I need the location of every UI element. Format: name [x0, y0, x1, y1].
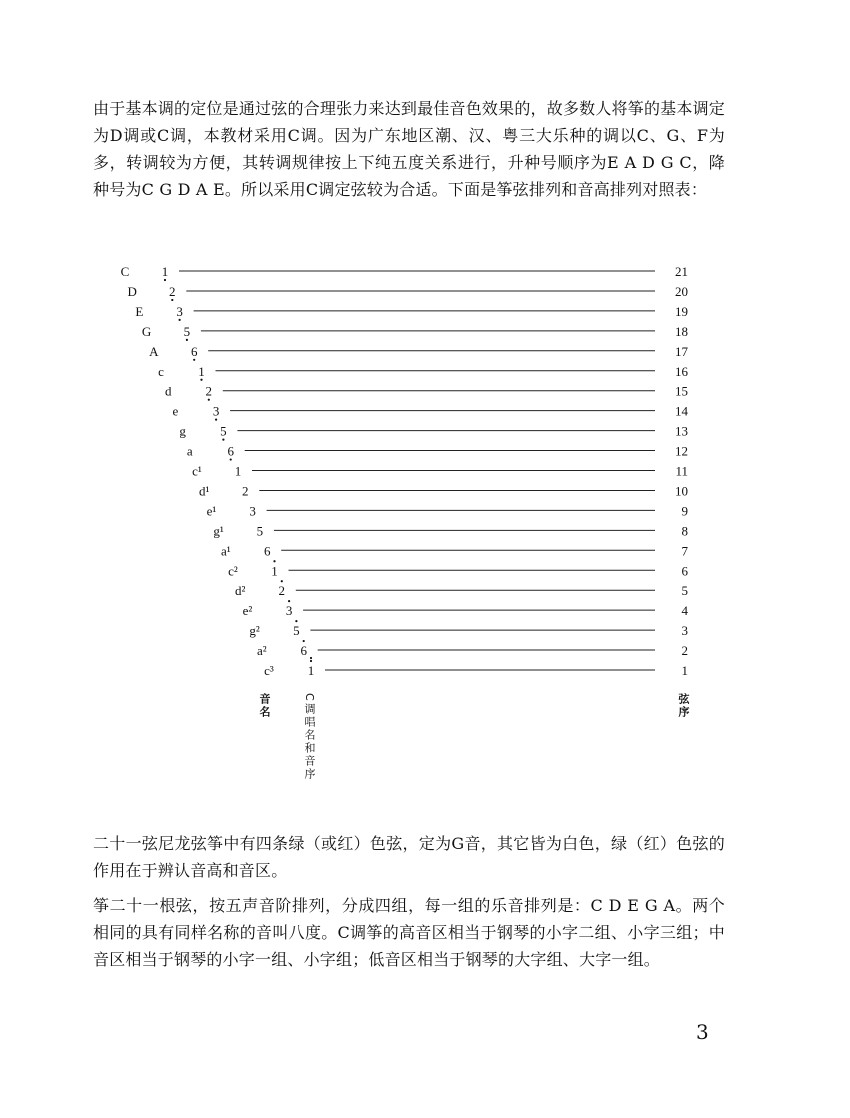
- pitch-name: d²: [234, 583, 246, 599]
- string-order-number: 16: [675, 363, 688, 379]
- pitch-name: c: [158, 363, 164, 379]
- solfa-number: 6: [190, 343, 198, 359]
- page-number: 3: [696, 1020, 709, 1044]
- string-order-number: 15: [675, 383, 688, 399]
- pitch-name: g: [179, 423, 186, 439]
- solfa-number: 1: [271, 563, 278, 579]
- string-order-number: 2: [681, 643, 688, 659]
- pitch-name: e: [172, 403, 179, 419]
- solfa-number: 3: [249, 503, 256, 519]
- solfa-number: 3: [285, 603, 293, 619]
- string-order-number: 13: [675, 423, 688, 439]
- octave-dot-above: [288, 600, 290, 602]
- string-order-number: 17: [675, 343, 688, 359]
- solfa-number: 1: [198, 363, 205, 379]
- octave-dot-below: [200, 379, 202, 381]
- octave-dot-below: [171, 299, 173, 301]
- pitch-name: D: [127, 283, 137, 299]
- pitch-name: c¹: [192, 463, 202, 479]
- solfa-number: 5: [256, 523, 264, 539]
- octave-dot-below: [186, 339, 188, 341]
- pitch-name: a²: [256, 643, 267, 659]
- string-order-number: 14: [675, 403, 688, 419]
- solfa-number: 2: [169, 283, 176, 299]
- pitch-name: c²: [228, 563, 238, 579]
- solfa-name-label: C调唱名和音序: [303, 693, 316, 781]
- scale-arrangement-paragraph: 筝二十一根弦，按五声音阶排列，分成四组，每一组的乐音排列是：C D E G A。两个相同的具有同样名称的音叫八度。C调筝的高音区相当于钢琴的小字二组、小字三组；中音区相当于钢琴的小字一组、小字组；低音区相当于钢琴的大字组、大字一组。: [93, 896, 725, 969]
- string-order-number: 6: [681, 563, 688, 579]
- string-order-label: 弦序: [677, 693, 690, 719]
- solfa-number: 3: [176, 303, 183, 319]
- octave-dot-below: [215, 419, 217, 421]
- string-order-number: 18: [675, 323, 688, 339]
- string-order-number: 4: [681, 603, 688, 619]
- solfa-number: 6: [263, 543, 271, 559]
- string-order-number: 11: [675, 463, 688, 479]
- solfa-number: 2: [242, 483, 249, 499]
- octave-dot-above: [281, 580, 283, 582]
- solfa-number: 5: [183, 323, 191, 339]
- pitch-name: E: [135, 303, 144, 319]
- solfa-number: 1: [307, 663, 315, 678]
- string-order-number: 10: [675, 483, 688, 499]
- pitch-name: d¹: [198, 483, 210, 499]
- pitch-name: e¹: [206, 503, 217, 519]
- string-order-number: 7: [681, 543, 688, 559]
- solfa-number: 5: [220, 423, 227, 439]
- octave-dot-below: [164, 279, 166, 281]
- solfa-number: 1: [161, 264, 169, 279]
- octave-dot-above: [295, 620, 297, 622]
- pitch-name: g¹: [213, 523, 224, 539]
- pitch-name: G: [141, 323, 152, 339]
- pitch-name: A: [149, 343, 159, 359]
- pitch-name-label: 音名: [258, 693, 271, 719]
- octave-dot-below: [208, 399, 210, 401]
- color-string-paragraph: 二十一弦尼龙弦筝中有四条绿（或红）色弦，定为G音，其它皆为白色，绿（红）色弦的作用在于辨认音高和音区。: [93, 834, 725, 880]
- pitch-name: g²: [249, 623, 260, 639]
- solfa-number: 6: [300, 643, 307, 659]
- pitch-name: C: [120, 264, 130, 279]
- solfa-number: 6: [227, 443, 234, 459]
- pitch-name: e²: [242, 603, 253, 619]
- solfa-number: 2: [205, 383, 213, 399]
- string-order-number: 3: [681, 623, 688, 639]
- intro-paragraph: 由于基本调的定位是通过弦的合理张力来达到最佳音色效果的，故多数人将筝的基本调定为D调或C调，本教材采用C调。因为广东地区潮、汉、粤三大乐种的调以C、G、F为多，转调较为方便，其转调规律按上下纯五度关系进行，升种号顺序为E A D G C，降种号为C G D A E。所以采用C调定弦较为合适。下面是筝弦排列和音高排列对照表：: [93, 99, 725, 199]
- pitch-name: d: [164, 383, 172, 399]
- octave-dot-above: [303, 640, 305, 642]
- string-order-number: 9: [681, 503, 688, 519]
- string-order-number: 20: [675, 283, 688, 299]
- octave-dot-above: [310, 660, 312, 662]
- octave-dot-above: [310, 657, 312, 659]
- octave-dot-above: [273, 560, 275, 562]
- octave-dot-below: [179, 319, 181, 321]
- pitch-name: a: [186, 443, 193, 459]
- string-order-number: 8: [681, 523, 688, 539]
- octave-dot-below: [230, 458, 232, 460]
- solfa-number: 2: [278, 583, 286, 599]
- string-order-number: 21: [675, 264, 688, 279]
- pitch-name: a¹: [220, 543, 231, 559]
- pitch-name: c³: [264, 663, 274, 678]
- octave-dot-below: [222, 439, 224, 441]
- solfa-number: 3: [212, 403, 220, 419]
- string-order-number: 19: [675, 303, 688, 319]
- string-order-number: 12: [675, 443, 688, 459]
- solfa-number: 1: [234, 463, 242, 479]
- string-order-number: 5: [681, 583, 688, 599]
- solfa-number: 5: [293, 623, 300, 639]
- octave-dot-below: [193, 359, 195, 361]
- string-order-number: 1: [681, 663, 688, 678]
